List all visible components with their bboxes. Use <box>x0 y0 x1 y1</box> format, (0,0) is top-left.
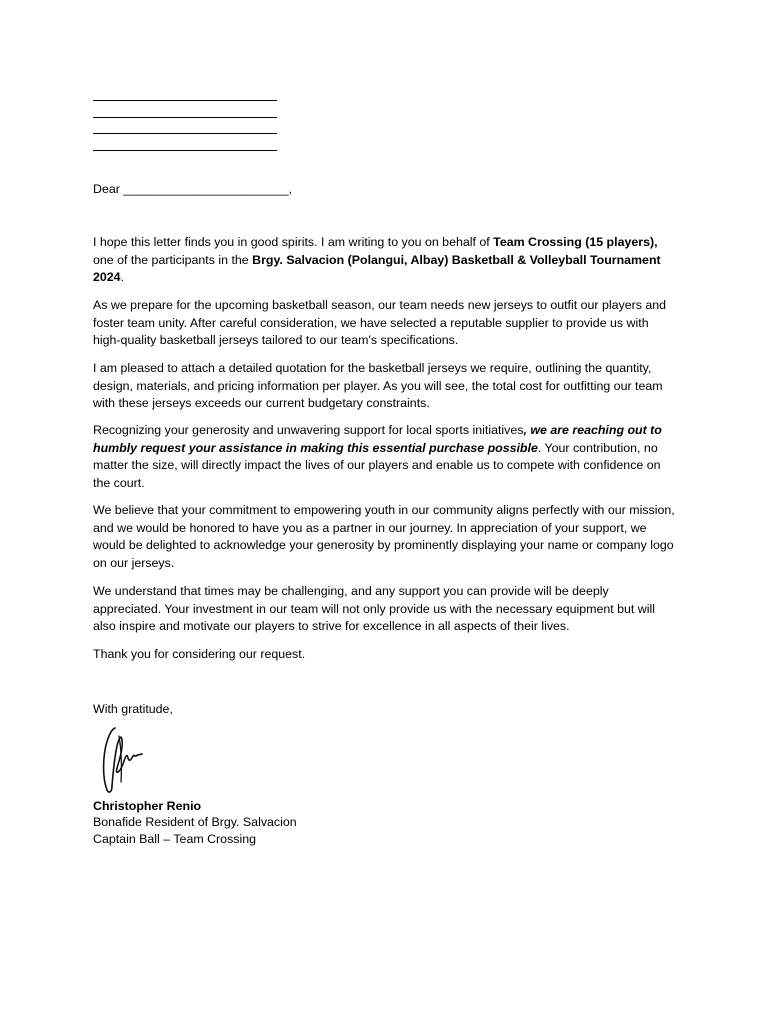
paragraph-intro <box>93 234 677 287</box>
paragraph-quotation: I am pleased to attach a detailed quotation for the basketball jerseys we require, outlining the quantity, design, materials, and pricing information per player. As you will see, the total cost for outfitting our team with these jerseys exceeds our current budgetary constraints. <box>93 361 663 411</box>
team-name: Team Crossing (15 players), <box>493 235 658 249</box>
request-emphasis: , we are reaching out to humbly request your assistance in making this essential purchase possible <box>93 423 662 455</box>
address-blank-line-1 <box>93 100 277 101</box>
intro-text-2: one of the participants in the <box>93 252 253 267</box>
intro-text-3: . <box>120 270 125 285</box>
salutation: Dear ________________________, <box>93 182 293 196</box>
address-blank-line-2 <box>93 117 277 118</box>
intro-text-1: I hope this letter finds you in good spirits. I am writing to you on behalf of <box>93 235 494 249</box>
paragraph-thanks: Thank you for considering our request. <box>93 647 306 661</box>
tournament-name: Brgy. Salvacion (Polangui, Albay) Basketball & Volleyball Tournament 2024 <box>93 252 661 285</box>
handwritten-signature <box>98 724 150 798</box>
paragraph-appreciation: We understand that times may be challenging, and any support you can provide will be deeply appreciated. Your investment in our team will not only provide us with the necessary equipment but will also inspire and motivate our players to strive for excellence in all aspects of their lives. <box>93 584 656 634</box>
paragraph-request <box>93 422 677 492</box>
request-text-1: Recognizing your generosity and unwavering support for local sports initiatives <box>93 423 524 437</box>
closing: With gratitude, <box>93 702 173 716</box>
signer-title-2: Captain Ball – Team Crossing <box>93 831 256 846</box>
paragraph-season: As we prepare for the upcoming basketball season, our team needs new jerseys to outfit our players and foster team unity. After careful consideration, we have selected a reputable supplier to provide us with high-quality basketball jerseys tailored to our team's specifications. <box>93 298 667 348</box>
signer-name: Christopher Renio <box>93 799 202 813</box>
signer-title-1: Bonafide Resident of Brgy. Salvacion <box>93 815 297 830</box>
address-blank-line-4 <box>93 150 277 151</box>
signature-block <box>93 798 297 847</box>
paragraph-partnership: We believe that your commitment to empowering youth in our community aligns perfectly with our mission, and we would be honored to have you as a partner in our journey. In appreciation of your support, we would be delighted to acknowledge your generosity by prominently displaying your name or company logo on our jerseys. <box>93 503 675 570</box>
request-text-2: . Your contribution, no matter the size, will directly impact the lives of our players and enable us to compete with confidence on the court. <box>93 440 661 490</box>
address-blank-line-3 <box>93 133 277 134</box>
